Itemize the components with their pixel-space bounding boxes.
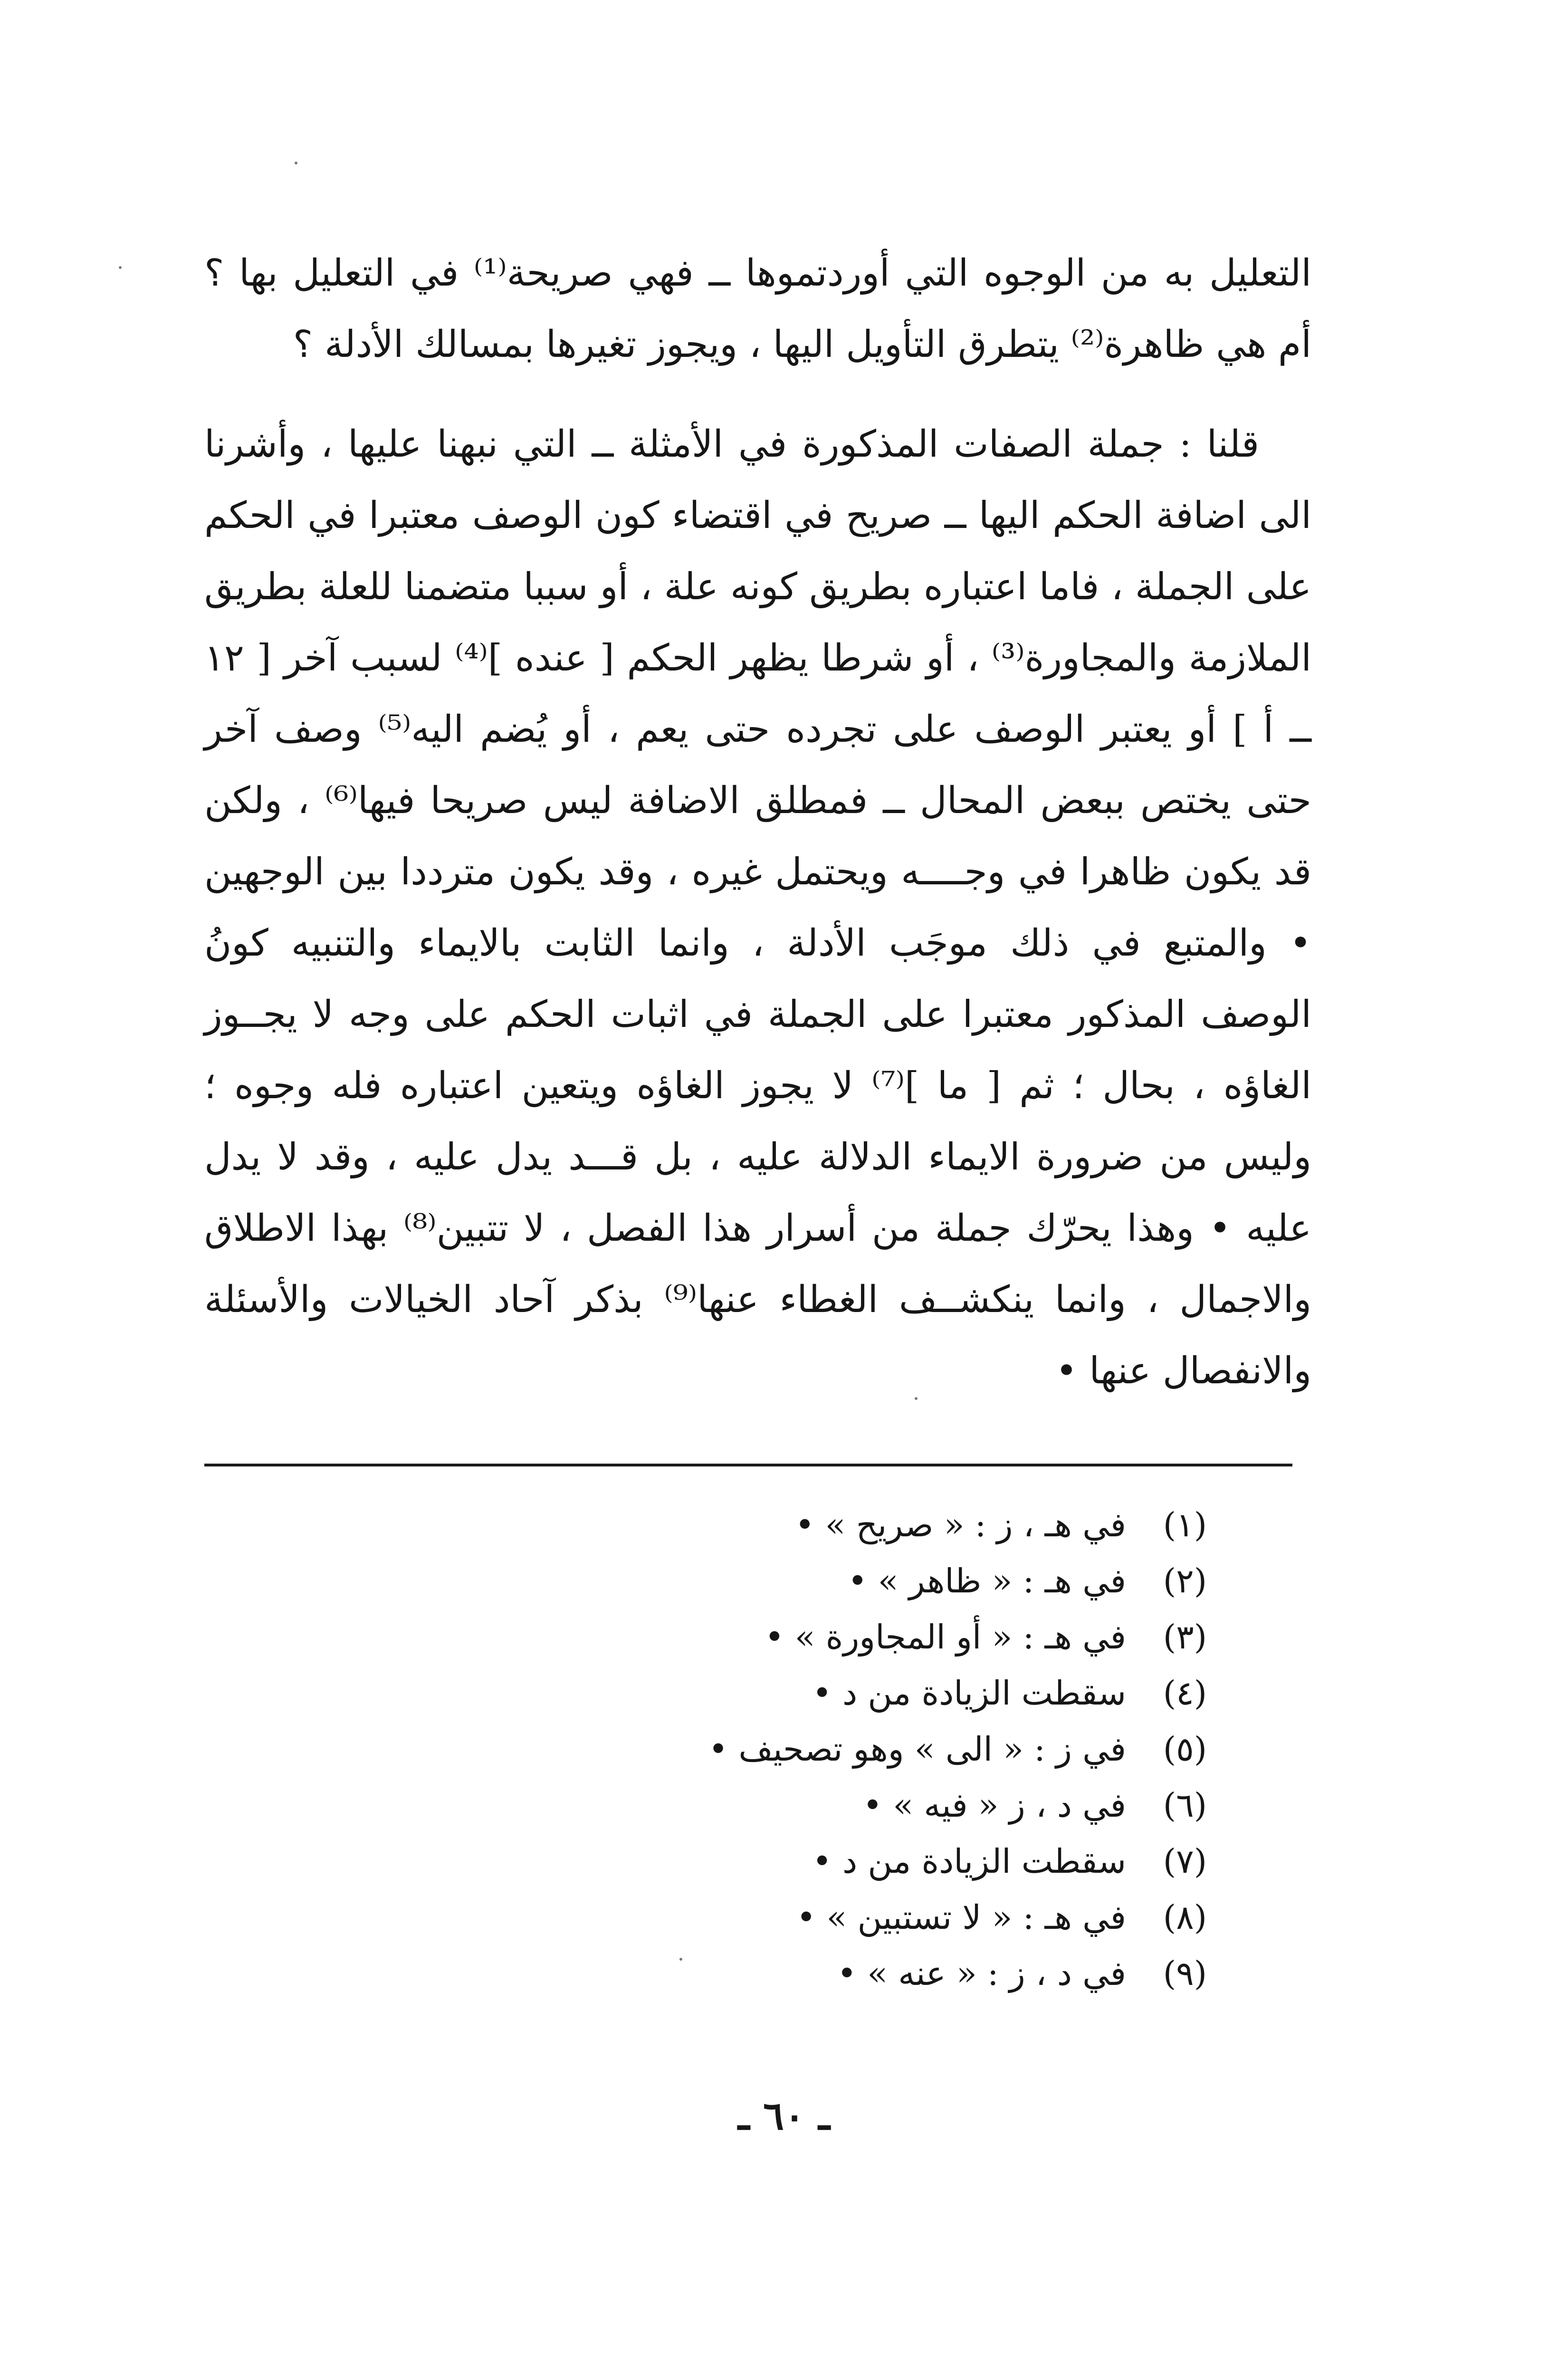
paragraph-question: التعليل به من الوجوه التي أوردتموها ــ فهي صريحة⁽¹⁾ في التعليل بها ؟ أم هي ظاهرة⁽²⁾ يتطرق التأويل اليها ، ويجوز تغيرها بمسالك الأدلة ؟: [204, 252, 1311, 366]
footnote-text: في هـ : « أو المجاورة » •: [765, 1618, 1126, 1657]
footnote-divider: [204, 1464, 1292, 1466]
footnote-text: في ز : « الى » وهو تصحيف •: [708, 1730, 1126, 1769]
body-text: [204, 238, 1311, 1407]
footnote-item: [447, 1889, 1207, 1945]
scan-speck: [295, 162, 297, 164]
paragraph-answer: قلنا : جملة الصفات المذكورة في الأمثلة ــ التي نبهنا عليها ، وأشرنا الى اضافة الحكم اليها ــ صريح في اقتضاء كون الوصف معتبرا في الحكم على الجملة ، فاما اعتباره بطريق كونه علة ، أو سببا متضمنا للعلة بطريق الملازمة والمجاورة⁽³⁾ ، أو شرطا يظهر الحكم [ عنده ]⁽⁴⁾ لسبب آخر [ ١٢ ــ أ ] أو يعتبر الوصف على تجرده حتى يعم ، أو يُضم اليه⁽⁵⁾ وصف آخر حتى يختص ببعض المحال ــ فمطلق الاضافة ليس صريحا فيها⁽⁶⁾ ، ولكن قد يكون ظاهرا في وجــــه ويحتمل غيره ، وقد يكون مترددا بين الوجهين • والمتبع في ذلك موجَب الأدلة ، وانما الثابت بالايماء والتنبيه كونُ الوصف المذكور معتبرا على الجملة في اثبات الحكم على وجه لا يجــوز الغاؤه ، بحال ؛ ثم [ ما ]⁽⁷⁾ لا يجوز الغاؤه ويتعين اعتباره فله وجوه ؛ وليس من ضرورة الايماء الدلالة عليه ، بل قـــد يدل عليه ، وقد لا يدل عليه • وهذا يحرّك جملة من أسرار هذا الفصل ، لا تتبين⁽⁸⁾ بهذا الاطلاق والاجمال ، وانما ينكشــف الغطاء عنها⁽⁹⁾ بذكر آحاد الخيالات والأسئلة والانفصال عنها •: [204, 423, 1312, 1392]
footnote-item: [447, 1665, 1207, 1721]
footnote-number: (٤): [1163, 1674, 1207, 1713]
footnote-item: [447, 1609, 1207, 1665]
footnote-item: [447, 1497, 1207, 1553]
footnote-text: سقطت الزيادة من د •: [812, 1842, 1126, 1881]
scan-speck: [119, 266, 122, 269]
footnote-number: (١): [1163, 1505, 1207, 1544]
footnote-text: سقطت الزيادة من د •: [812, 1674, 1126, 1713]
footnote-text: في د ، ز : « عنه » •: [837, 1954, 1126, 1993]
footnote-number: (٩): [1163, 1954, 1207, 1993]
footnote-text: في هـ : « لا تستبين » •: [796, 1898, 1126, 1937]
footnote-number: (٨): [1163, 1898, 1207, 1937]
footnote-number: (٧): [1163, 1842, 1207, 1881]
footnote-number: (٢): [1163, 1562, 1207, 1600]
footnote-item: [447, 1721, 1207, 1777]
footnote-item: [447, 1553, 1207, 1609]
footnote-item: [447, 1777, 1207, 1833]
footnote-text: في د ، ز « فيه » •: [862, 1786, 1126, 1825]
footnotes-list: [447, 1497, 1207, 2002]
footnote-text: في هـ : « ظاهر » •: [848, 1562, 1126, 1600]
footnote-item: [447, 1945, 1207, 2002]
page-number: ـ ٦٠ ـ: [738, 2093, 830, 2139]
footnote-item: [447, 1833, 1207, 1889]
footnote-number: (٥): [1163, 1730, 1207, 1769]
footnote-number: (٦): [1163, 1786, 1207, 1825]
footnote-number: (٣): [1163, 1618, 1207, 1657]
footnote-text: في هـ ، ز : « صريح » •: [795, 1505, 1126, 1544]
